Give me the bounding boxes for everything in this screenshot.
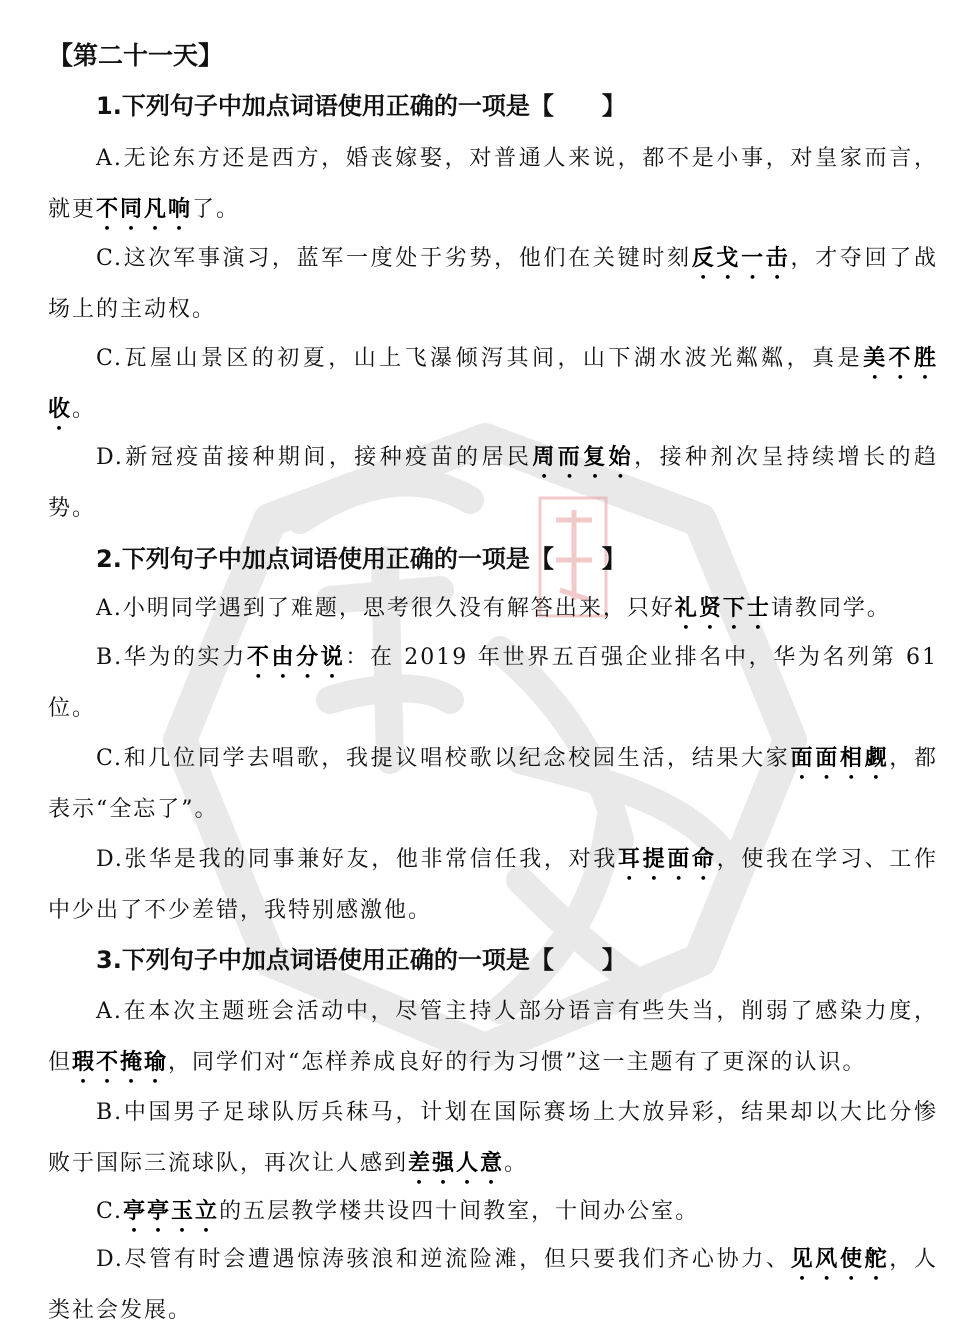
dotted-term: 礼贤下士 [674,596,771,621]
dotted-term: 面面相觑 [790,746,890,771]
dotted-term: 反戈一击 [691,246,791,271]
option-text: 请教同学。 [770,596,891,621]
question-2-option [48,733,938,835]
option-text: D.张华是我的同事兼好友，他非常信任我，对我 [96,847,618,872]
question-1-option [48,233,938,335]
dotted-term: 亭亭玉立 [123,1199,220,1224]
option-text: C.和几位同学去唱歌，我提议唱校歌以纪念校园生活，结果大家 [96,746,791,771]
dotted-term: 不同凡响 [96,197,193,222]
dotted-term: 差强人意 [408,1151,505,1176]
option-text: D.尽管有时会遭遇惊涛骇浪和逆流险滩，但只要我们齐心协力、 [96,1247,791,1272]
question-3-option [48,986,938,1088]
option-text: ，才夺回了战场上的主动权。 [48,246,938,322]
question-1-option [48,432,938,534]
question-2-option [48,632,938,734]
option-text: A.无论东方还是西方，婚丧嫁娶，对普通人来说，都不是小事，对皇家而言，就更 [48,146,938,222]
question-1-option [48,333,938,435]
dotted-term: 周而复始 [532,445,635,470]
option-text: ，接种剂次呈持续增长的趋势。 [48,445,938,521]
option-text: C.这次军事演习，蓝军一度处于劣势，他们在关键时刻 [96,246,692,271]
question-3-option [48,1186,938,1237]
option-text: C.瓦屋山景区的初夏，山上飞瀑倾泻其间，山下湖水波光粼粼，真是 [96,346,864,371]
dotted-term: 见风使舵 [790,1247,890,1272]
option-text: ，都表示“全忘了”。 [48,746,938,822]
question-2-title: 2.下列句子中加点词语使用正确的一项是【 】 [96,545,626,573]
dotted-term: 瑕不掩瑜 [72,1050,169,1075]
option-text: 。 [72,397,97,422]
option-text: ，同学们对“怎样养成良好的行为习惯”这一主题有了更深的认识。 [168,1050,867,1075]
option-text: C. [96,1199,124,1224]
question-1-option [48,133,938,235]
question-1-title: 1.下列句子中加点词语使用正确的一项是【 】 [96,92,626,120]
option-text: B.华为的实力 [96,645,247,670]
question-3-option [48,1087,938,1189]
option-text: A.在本次主题班会活动中，尽管主持人部分语言有些失当，削弱了感染力度，但 [48,999,938,1075]
option-text: ：在 2019 年世界五百强企业排名中，华为名列第 61 位。 [48,645,938,721]
option-text: A.小明同学遇到了难题，思考很久没有解答出来，只好 [96,596,675,621]
option-text: ，人类社会发展。 [48,1247,938,1323]
dotted-term: 耳提面命 [617,847,717,872]
question-2-option [48,834,938,936]
option-text: 的五层教学楼共设四十间教室，十间办公室。 [219,1199,700,1224]
dotted-term: 美不胜收 [48,346,938,422]
question-3-option [48,1234,938,1336]
question-2-option [48,583,938,634]
option-text: 了。 [192,197,241,222]
option-text: D.新冠疫苗接种期间，接种疫苗的居民 [96,445,533,470]
option-text: B.中国男子足球队厉兵秣马，计划在国际赛场上大放异彩，结果却以大比分惨败于国际三流球队，再次让人感到 [48,1100,938,1176]
option-text: ，使我在学习、工作中少出了不少差错，我特别感激他。 [48,847,938,923]
option-text: 。 [504,1151,529,1176]
question-3-title: 3.下列句子中加点词语使用正确的一项是【 】 [96,946,626,974]
dotted-term: 不由分说 [246,645,346,670]
day-heading: 【第二十一天】 [48,41,224,70]
